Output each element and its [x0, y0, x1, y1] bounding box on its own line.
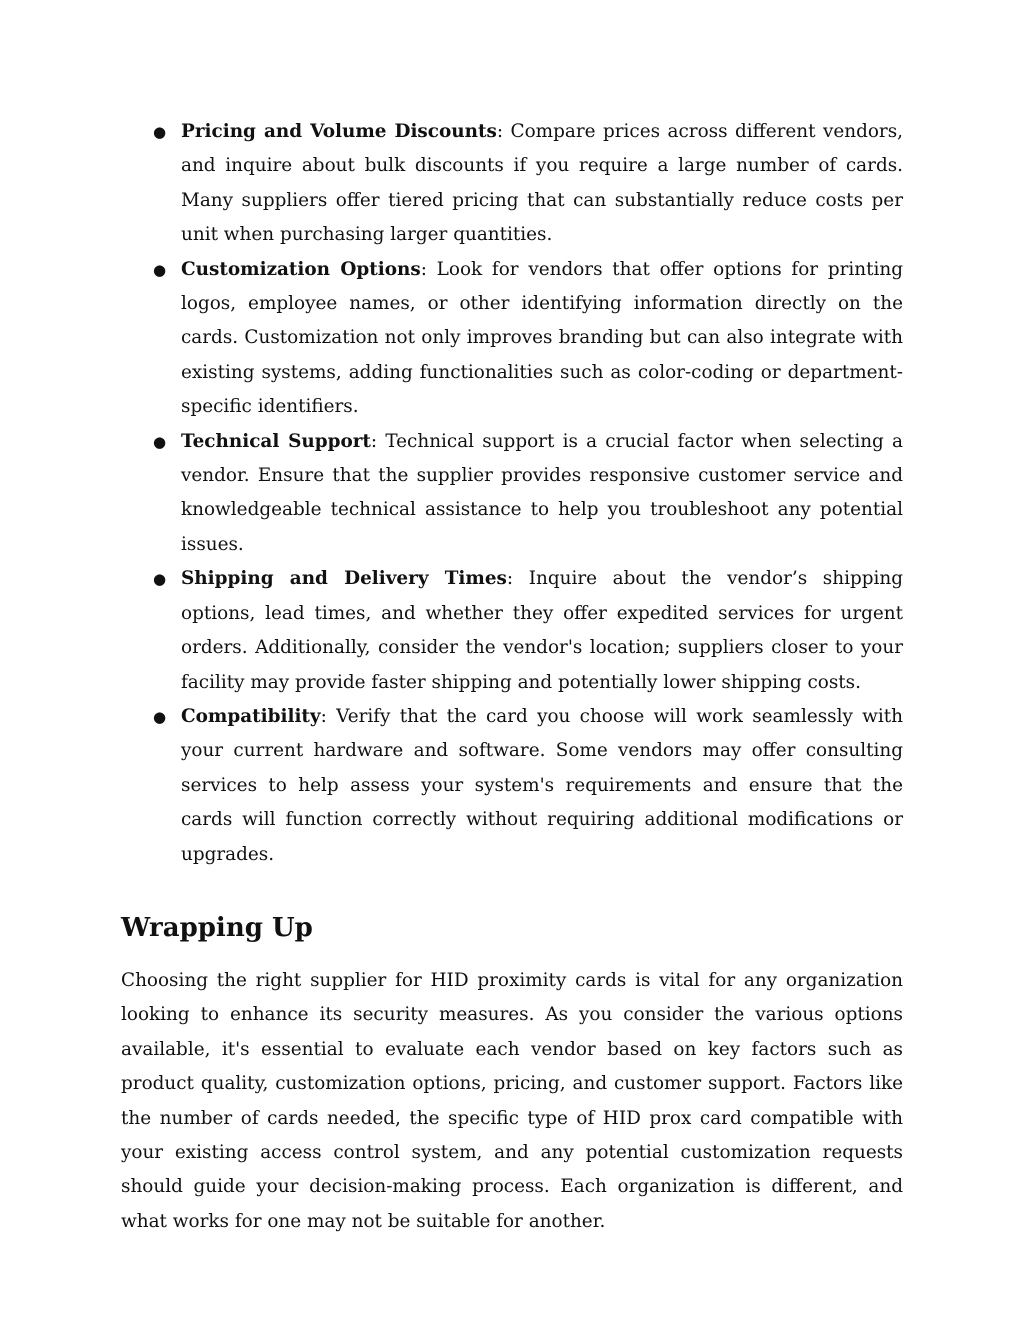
bullet-icon: ● — [153, 570, 167, 589]
bullet-text: Look for vendors that offer options for printing logos, employee names, or other identifying information directly on the cards. Customization not only improves branding but can also integrate with existing systems, adding functionalities such as color-coding or department-specific identifiers. — [181, 258, 903, 418]
section-paragraph: Choosing the right supplier for HID proximity cards is vital for any organization looking to enhance its security measures. As you consider the various options available, it's essential to evaluate each vendor based on key factors such as product quality, customization options, pricing, and customer support. Factors like the number of cards needed, the specific type of HID prox card compatible with your existing access control system, and any potential customization requests should guide your decision-making process. Each organization is different, and what works for one may not be suitable for another. — [121, 969, 903, 1232]
list-item — [121, 425, 903, 563]
bullet-term: Compatibility — [181, 705, 321, 727]
bullet-text: Technical support is a crucial factor when selecting a vendor. Ensure that the supplier provides responsive customer service and knowledgeable technical assistance to help you troubleshoot any potential issues. — [181, 430, 903, 555]
bullet-text: Inquire about the vendor’s shipping options, lead times, and whether they offer expedited services for urgent orders. Additionally, consider the vendor's location; suppliers closer to your facility may provide faster shipping and potentially lower shipping costs. — [181, 568, 903, 693]
section-heading: Wrapping Up — [121, 912, 313, 943]
bullet-separator: : — [506, 568, 514, 590]
bullet-icon: ● — [153, 707, 167, 726]
bullet-text: Compare prices across different vendors, and inquire about bulk discounts if you require a large number of cards. Many suppliers offer tiered pricing that can substantially reduce costs per unit when purchasing larger quantities. — [181, 121, 903, 246]
document-page — [121, 115, 903, 1239]
bullet-separator: : — [370, 430, 378, 452]
bullet-separator: : — [320, 705, 327, 727]
bullet-text: Verify that the card you choose will work seamlessly with your current hardware and software. Some vendors may offer consulting services to help assess your system's requirements and ensure that the cards will function correctly without requiring additional modifications or upgrades. — [181, 705, 903, 865]
bullet-icon: ● — [153, 260, 167, 279]
bullet-icon: ● — [153, 432, 167, 451]
list-item — [121, 700, 903, 872]
bullet-term: Shipping and Delivery Times — [181, 568, 507, 590]
bullet-icon: ● — [153, 123, 167, 141]
bullet-separator: : — [496, 121, 504, 142]
bullet-term: Customization Options — [181, 258, 421, 280]
bullet-term: Technical Support — [181, 430, 371, 452]
list-item — [121, 562, 903, 700]
bullet-term: Pricing and Volume Discounts — [181, 121, 497, 142]
list-item — [121, 115, 903, 253]
vendor-criteria-list — [121, 115, 903, 872]
bullet-separator: : — [420, 258, 427, 280]
list-item — [121, 253, 903, 425]
